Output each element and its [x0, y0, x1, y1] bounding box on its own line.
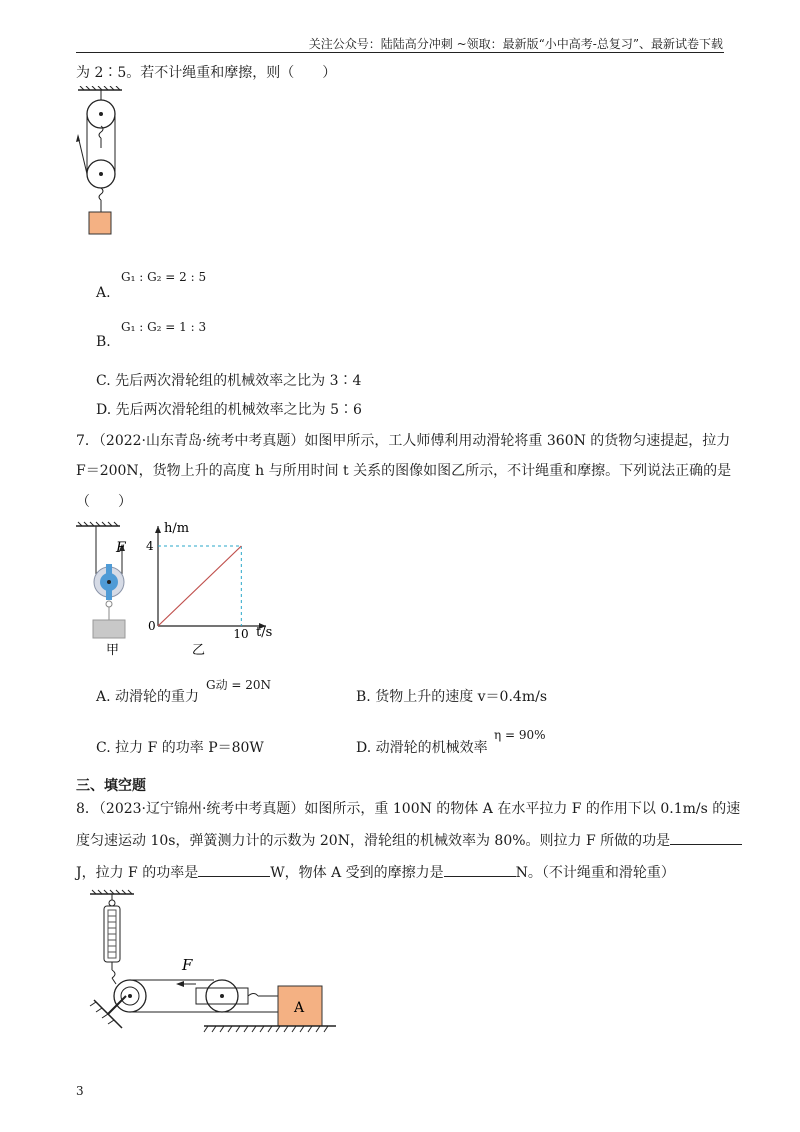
q8-stem-line3-a: J，拉力 F 的功率是 — [76, 865, 199, 881]
q6-option-b-letter: B. — [96, 334, 111, 350]
q6-continuation: 为 2∶5。若不计绳重和摩擦，则（ ） — [76, 65, 337, 81]
section-3-title: 三、填空题 — [76, 778, 146, 794]
q6-option-a-letter: A. — [96, 285, 111, 301]
page-number: 3 — [76, 1084, 84, 1098]
q7-option-d-letter: D. — [356, 740, 372, 756]
q8-stem-line2 — [76, 832, 742, 850]
q7-caption-jia: 甲 — [106, 643, 120, 658]
q8-stem-line2-text: 度匀速运动 10s，弹簧测力计的示数为 20N，滑轮组的机械效率为 80%。则拉力 F 所做的功是 — [76, 833, 671, 849]
q7-stem-line1: 7．（2022·山东青岛·统考中考真题）如图甲所示，工人师傅利用动滑轮将重 360N 的货物匀速提起，拉力 — [76, 433, 731, 449]
chart-y-tick-4: 4 — [146, 539, 154, 553]
chart-origin-label: 0 — [148, 619, 156, 633]
q7-option-c-text: 拉力 F 的功率 P＝80W — [115, 740, 264, 756]
q6-option-d — [96, 401, 362, 419]
q7-stem-line3: （ ） — [76, 494, 132, 510]
chart-series-line — [158, 546, 241, 626]
chart-x-label: t/s — [256, 625, 273, 640]
q7-option-a-letter: A. — [96, 689, 111, 705]
q8-stem-line3-c: N。（不计绳重和滑轮重） — [515, 865, 675, 881]
q7-option-c — [96, 739, 264, 757]
q8-figure — [86, 888, 346, 1038]
q6-option-c-letter: C. — [96, 373, 111, 389]
chart-x-tick-10: 10 — [233, 627, 249, 641]
q8-force-label: F — [182, 956, 193, 974]
fixed-pulley-wall-mount — [90, 980, 146, 1028]
chart-y-label: h/m — [164, 521, 190, 536]
q6-option-d-letter: D. — [96, 402, 112, 418]
q7-option-b-text: 货物上升的速度 v＝0.4m/s — [375, 689, 548, 705]
spring-scale — [104, 894, 120, 978]
q7-option-b — [356, 688, 547, 706]
q7-option-a-text: 动滑轮的重力 — [115, 689, 200, 705]
q6-option-c — [96, 372, 361, 390]
q8-blank-power[interactable] — [198, 864, 270, 877]
q7-option-b-letter: B. — [356, 689, 371, 705]
q7-chart — [140, 518, 290, 656]
q7-option-c-letter: C. — [96, 740, 111, 756]
q8-blank-friction[interactable] — [444, 864, 516, 877]
q7-option-a-formula: G动 = 20N — [206, 678, 272, 692]
q6-option-b-formula: G₁ : G₂ = 1 : 3 — [121, 320, 207, 334]
q7-option-a — [96, 688, 199, 706]
page-header-text: 关注公众号：陆陆高分冲刺 ~领取：最新版“小中高考-总复习”、最新试卷下载 — [308, 37, 723, 51]
q7-force-label: F — [116, 540, 126, 556]
movable-pulley — [196, 980, 278, 1012]
q7-option-d-text: 动滑轮的机械效率 — [375, 740, 488, 756]
header-divider — [76, 52, 724, 53]
q7-cargo-block — [93, 620, 125, 638]
q8-stem-line3 — [76, 864, 675, 882]
q6-option-c-text: 先后两次滑轮组的机械效率之比为 3∶4 — [115, 373, 362, 389]
q6-option-a-formula: G₁ : G₂ = 2 : 5 — [121, 270, 207, 284]
q6-option-d-text: 先后两次滑轮组的机械效率之比为 5∶6 — [115, 402, 362, 418]
q7-option-d-formula: η = 90% — [494, 728, 546, 742]
pull-rope — [78, 136, 87, 174]
q7-stem-line2: F＝200N，货物上升的高度 h 与所用时间 t 关系的图像如图乙所示，不计绳重和摩擦。下列说法正确的是 — [76, 463, 732, 479]
q8-block-a-label: A — [294, 1000, 305, 1016]
q7-caption-yi: 乙 — [192, 643, 206, 656]
q7-option-d — [356, 739, 488, 757]
q8-stem-line3-b: W，物体 A 受到的摩擦力是 — [270, 865, 444, 881]
q6-pulley-figure — [76, 86, 126, 236]
q8-stem-line1: 8．（2023·辽宁锦州·统考中考真题）如图所示，重 100N 的物体 A 在水平拉力 F 的作用下以 0.1m/s 的速 — [76, 801, 741, 817]
ceiling-hatch — [78, 86, 122, 90]
load-block — [89, 212, 111, 234]
q8-blank-work[interactable] — [670, 832, 742, 845]
